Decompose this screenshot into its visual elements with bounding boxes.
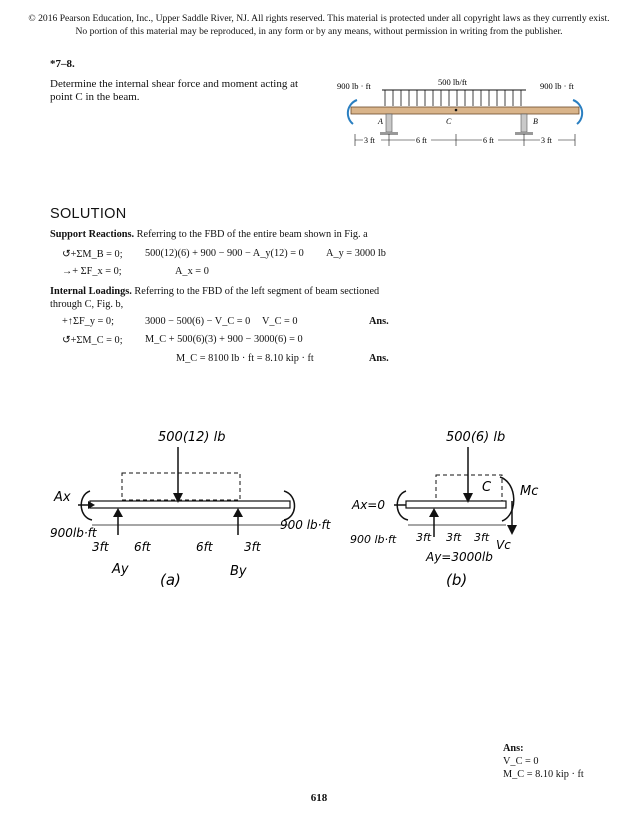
problem-number: *7–8. — [50, 58, 75, 70]
fbd-b — [350, 425, 540, 595]
internal-text: Referring to the FBD of the left segment of beam sectioned through C, Fig. b, — [50, 286, 380, 310]
answer-box-title: Ans: — [503, 743, 524, 754]
fbd-a-d2: 6ft — [134, 540, 151, 554]
distributed-load-arrows — [385, 90, 521, 106]
dim-1: 3 ft — [364, 136, 375, 145]
fbd-b-c: C — [482, 480, 492, 495]
dim-2: 6 ft — [416, 136, 427, 145]
problem-statement: Determine the internal shear force and moment acting at point C in the beam. — [50, 78, 299, 103]
dim-4: 3 ft — [541, 136, 552, 145]
figure-load: 500 lb/ft — [438, 77, 468, 87]
point-b-label: B — [533, 117, 538, 126]
solution-title: SOLUTION — [50, 206, 127, 222]
eq1-body: 500(12)(6) + 900 − 900 − A_y(12) = 0 — [145, 248, 304, 259]
dim-3: 6 ft — [483, 136, 494, 145]
point-a-label: A — [378, 117, 383, 126]
fbd-a-by: By — [230, 564, 247, 579]
fbd-b-beam — [406, 501, 506, 508]
figure-moment-left: 900 lb · ft — [337, 81, 371, 91]
internal-loadings-paragraph — [50, 285, 388, 311]
support-text: Referring to the FBD of the entire beam shown in Fig. a — [134, 229, 368, 240]
support-reactions-paragraph — [50, 228, 388, 241]
support-heading: Support Reactions. — [50, 229, 135, 240]
internal-heading: Internal Loadings. — [50, 286, 132, 297]
fbd-a-ax: Ax — [54, 490, 71, 505]
fbd-b-mc: Mc — [520, 484, 539, 499]
fbd-b-d1: 3ft — [416, 531, 432, 544]
fbd-a-d1: 3ft — [92, 540, 109, 554]
eq2-body: A_x = 0 — [175, 266, 209, 277]
figure-moment-right: 900 lb · ft — [540, 81, 574, 91]
fbd-b-d3: 3ft — [474, 531, 490, 544]
eq1-result: A_y = 3000 lb — [326, 248, 386, 259]
ans-label-1: Ans. — [369, 316, 389, 327]
fbd-a-d3: 6ft — [196, 540, 213, 554]
copyright-notice: © 2016 Pearson Education, Inc., Upper Saddle River, NJ. All rights reserved. This material is protected under all copyright laws as they currently exist. No portion of this material may be reproduced, in any form or by any means, without permission in writing from the publisher. — [28, 13, 610, 37]
ans-label-2: Ans. — [369, 353, 389, 364]
fbd-b-vc: Vc — [496, 538, 511, 552]
eq5-body: M_C = 8100 lb · ft = 8.10 kip · ft — [176, 353, 314, 364]
fbd-b-caption: (b) — [446, 571, 468, 589]
eq1-label: ↺+ΣM_B = 0; — [62, 249, 123, 260]
fbd-a-beam — [90, 501, 290, 508]
page-number: 618 — [310, 792, 328, 804]
fbd-b-ay: Ay=3000lb — [426, 550, 493, 564]
fbd-a-caption: (a) — [160, 571, 181, 589]
fbd-a-d4: 3ft — [244, 540, 261, 554]
point-c-label: C — [446, 117, 452, 126]
answer-box-mc: M_C = 8.10 kip · ft — [503, 769, 584, 780]
fbd-a — [48, 425, 358, 595]
eq2-label: →+ ΣF_x = 0; — [62, 266, 122, 277]
eq4-body: M_C + 500(6)(3) + 900 − 3000(6) = 0 — [145, 334, 303, 345]
fbd-b-moment-left: 900 lb·ft — [350, 533, 397, 546]
support-a — [386, 114, 392, 132]
fbd-a-moment-left: 900lb·ft — [50, 526, 97, 540]
fbd-a-ay: Ay — [112, 562, 129, 577]
eq3-label: +↑ΣF_y = 0; — [62, 316, 114, 327]
eq3-result: V_C = 0 — [262, 316, 298, 327]
beam-figure — [335, 76, 595, 158]
fbd-a-load: 500(12) lb — [158, 430, 226, 445]
eq3-body: 3000 − 500(6) − V_C = 0 — [145, 316, 251, 327]
fbd-b-ax: Ax=0 — [352, 498, 385, 512]
answer-box — [503, 742, 584, 781]
eq4-label: ↺+ΣM_C = 0; — [62, 335, 123, 346]
support-b — [521, 114, 527, 132]
answer-box-vc: V_C = 0 — [503, 756, 539, 767]
beam — [351, 107, 579, 114]
fbd-b-load: 500(6) lb — [446, 430, 506, 445]
fbd-b-d2: 3ft — [446, 531, 462, 544]
fbd-a-moment-right: 900 lb·ft — [280, 518, 331, 532]
